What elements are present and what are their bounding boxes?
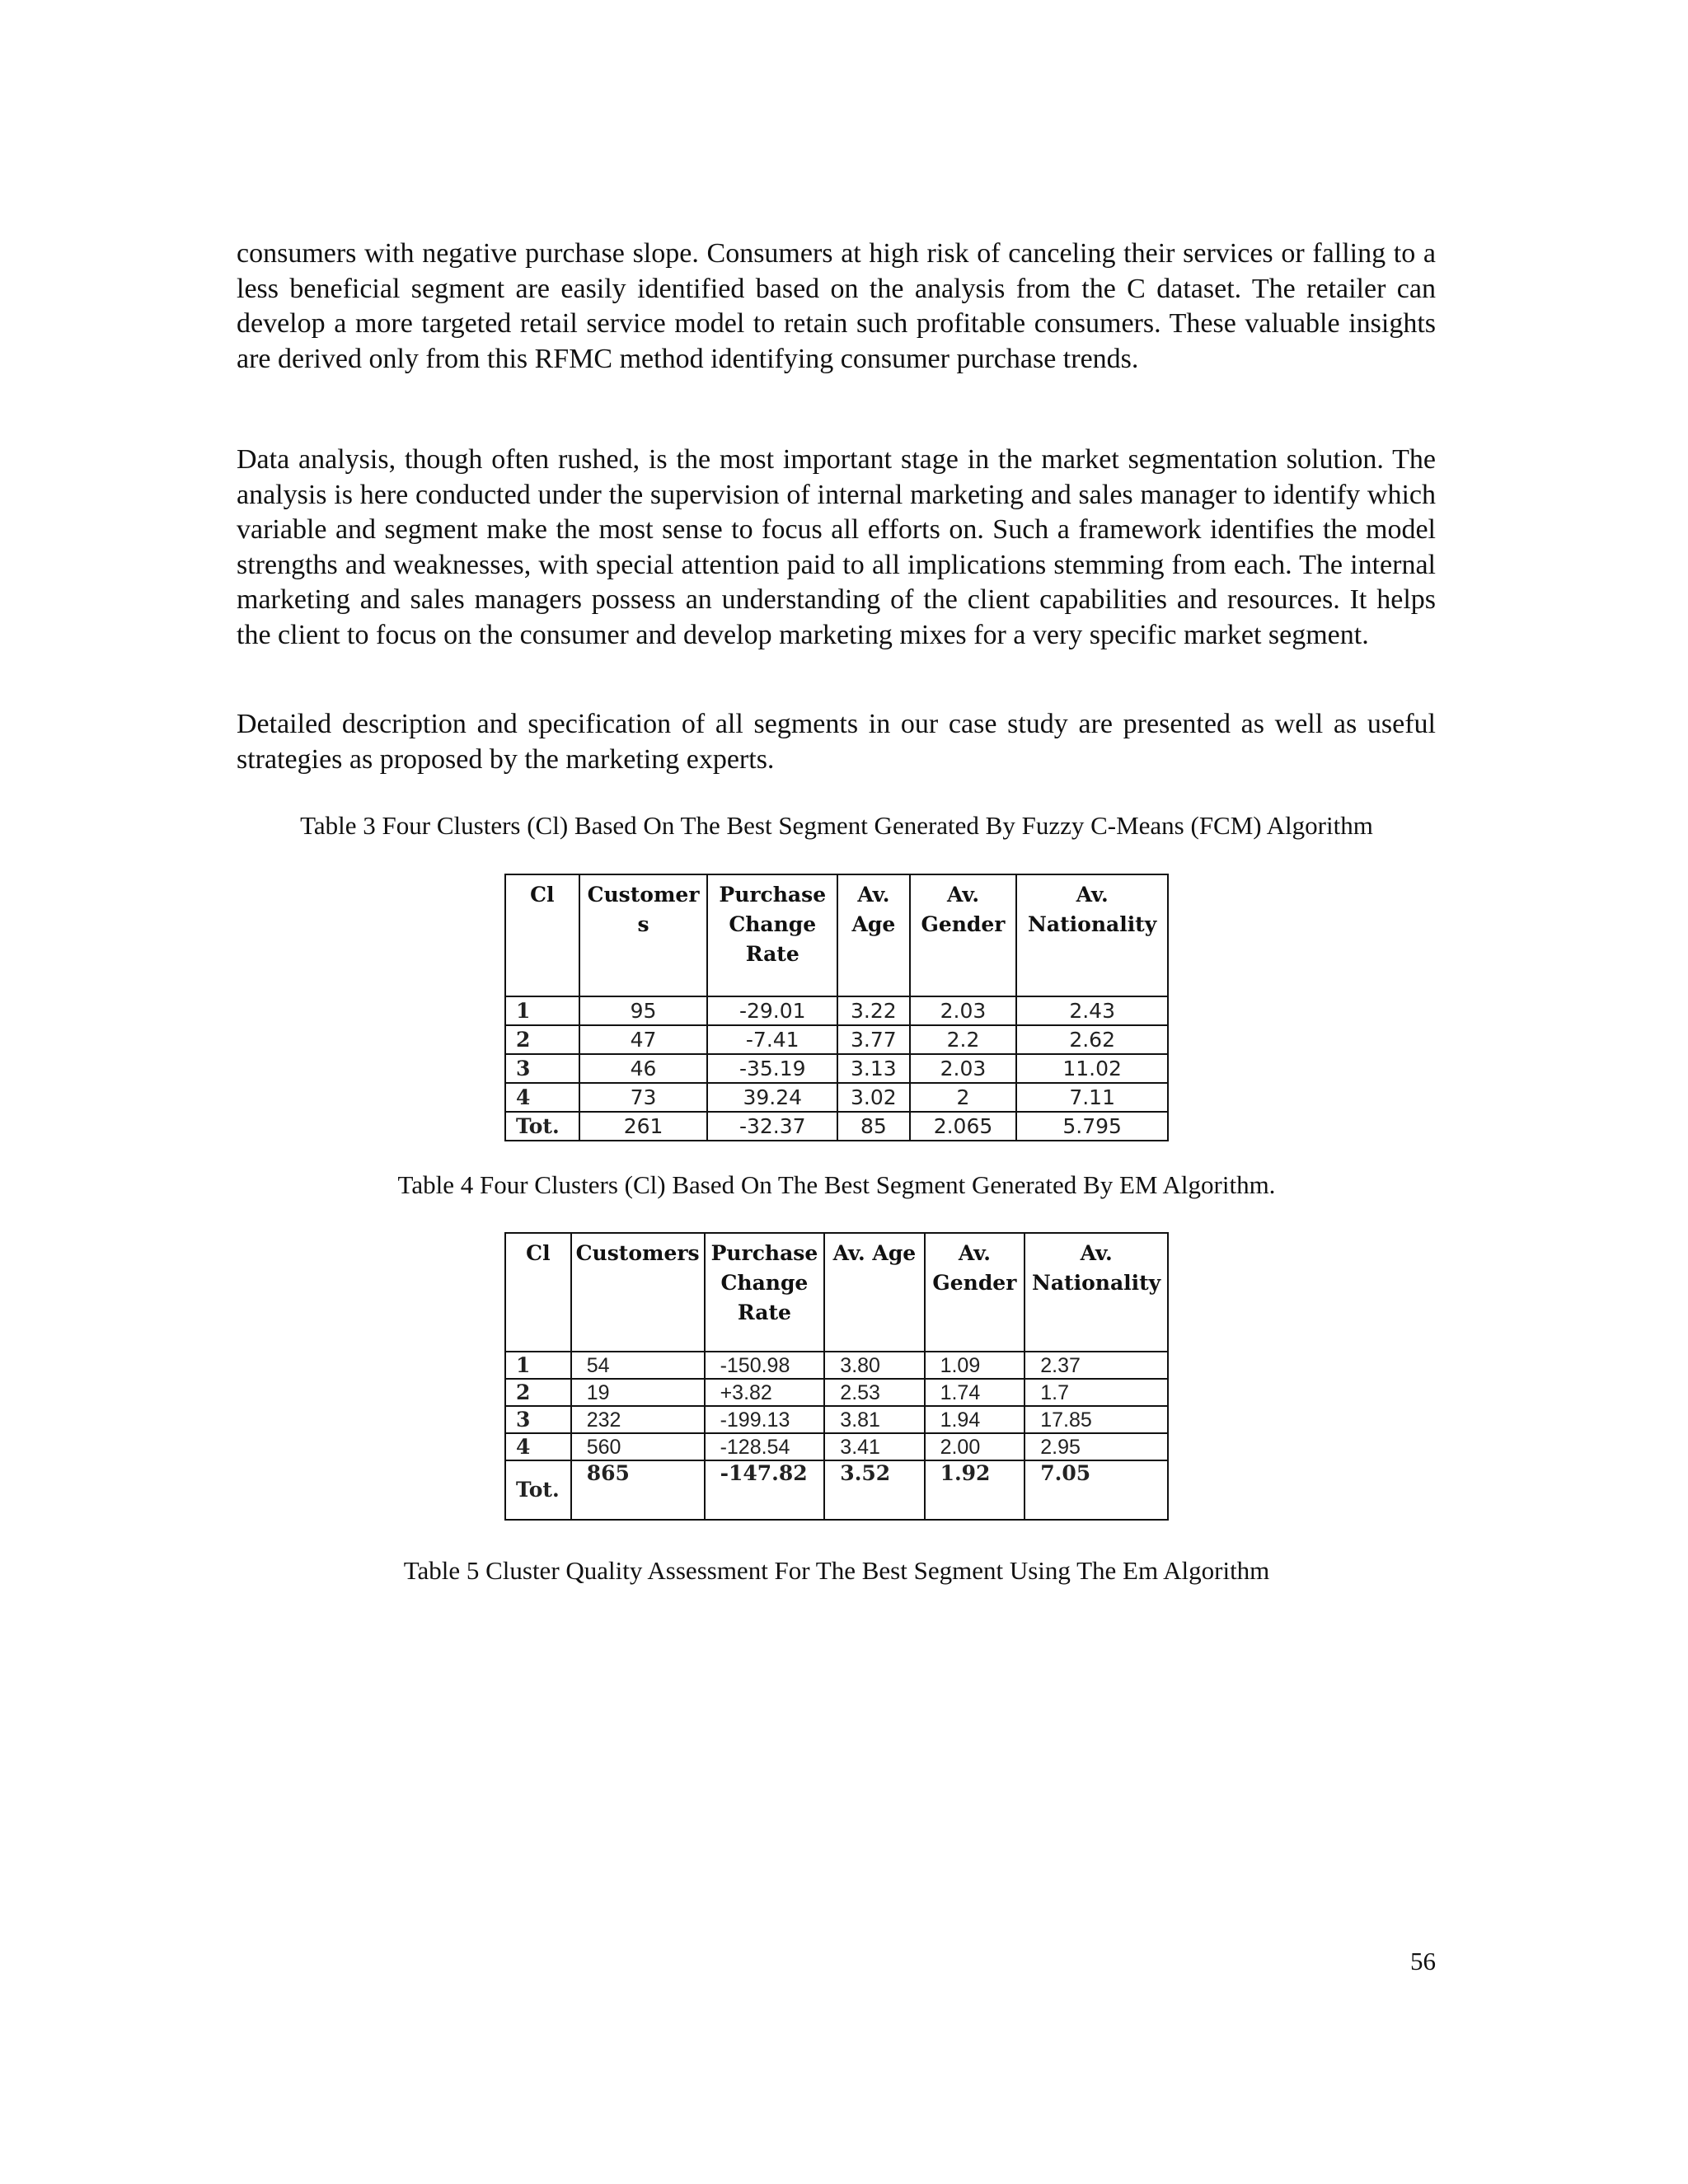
table-cell: Tot. — [505, 1460, 571, 1520]
table-cell: -199.13 — [705, 1406, 825, 1433]
table-cell: 2 — [910, 1083, 1017, 1112]
table-4-header-customers: Customers — [571, 1233, 705, 1352]
table-row — [505, 1406, 1168, 1433]
table-total-row — [505, 1460, 1168, 1520]
table-row — [505, 1083, 1168, 1112]
table-cell: 4 — [505, 1083, 579, 1112]
table-total-row — [505, 1112, 1168, 1141]
table-cell: 2 — [505, 1025, 579, 1054]
table-3 — [504, 874, 1169, 1141]
table-4-header-av-age: Av. Age — [824, 1233, 924, 1352]
body-paragraph-2: Data analysis, though often rushed, is the most important stage in the market segmentation solution. The analysis is here conducted under the supervision of internal marketing and sales manager to identify which variable and segment make the most sense to focus all efforts on. Such a framework identifies the model strengths and weaknesses, with special attention paid to all implications stemming from each. The internal marketing and sales managers possess an understanding of the client capabilities and resources. It helps the client to focus on the consumer and develop marketing mixes for a very specific market segment. — [237, 444, 1436, 650]
table-cell: 95 — [579, 996, 708, 1025]
body-paragraph-1: consumers with negative purchase slope. Consumers at high risk of canceling their services or falling to a less beneficial segment are easily identified based on the analysis from the C dataset. The retailer can develop a more targeted retail service model to retain such profitable consumers. These valuable insights are derived only from this RFMC method identifying consumer purchase trends. — [237, 238, 1436, 374]
table-cell: 2.03 — [910, 996, 1017, 1025]
table-cell: 1.74 — [925, 1379, 1025, 1406]
table-cell: 2.95 — [1025, 1433, 1168, 1460]
table-cell: 17.85 — [1025, 1406, 1168, 1433]
table-4-header-row — [505, 1233, 1168, 1352]
table-cell: 2.37 — [1025, 1352, 1168, 1379]
table-3-header-av-nationality: Av. Nationality — [1016, 874, 1168, 996]
table-cell: 3.13 — [837, 1054, 910, 1083]
table-4-caption: Table 4 Four Clusters (Cl) Based On The Best Segment Generated By EM Algorithm. — [397, 1170, 1276, 1199]
table-cell: 3.22 — [837, 996, 910, 1025]
table-cell: 3.80 — [824, 1352, 924, 1379]
table-cell: 1.7 — [1025, 1379, 1168, 1406]
table-cell: 1 — [505, 1352, 571, 1379]
table-cell: 1.09 — [925, 1352, 1025, 1379]
table-cell: 7.05 — [1025, 1460, 1168, 1520]
table-cell: 19 — [571, 1379, 705, 1406]
table-cell: 3.81 — [824, 1406, 924, 1433]
table-row — [505, 1379, 1168, 1406]
table-cell: 1.94 — [925, 1406, 1025, 1433]
page-number: 56 — [1410, 1947, 1436, 1975]
table-cell: +3.82 — [705, 1379, 825, 1406]
table-row — [505, 1352, 1168, 1379]
table-cell: 2.2 — [910, 1025, 1017, 1054]
table-cell: 2.00 — [925, 1433, 1025, 1460]
body-paragraph-3: Detailed description and specification of all segments in our case study are presented as well as useful strategies as proposed by the marketing experts. — [237, 709, 1436, 775]
table-cell: -7.41 — [707, 1025, 837, 1054]
table-cell: 7.11 — [1016, 1083, 1168, 1112]
table-cell: 1.92 — [925, 1460, 1025, 1520]
table-cell: 865 — [571, 1460, 705, 1520]
table-4 — [504, 1232, 1169, 1521]
table-row — [505, 1025, 1168, 1054]
table-cell: 560 — [571, 1433, 705, 1460]
table-4-header-av-nationality: Av. Nationality — [1025, 1233, 1168, 1352]
table-cell: 3.77 — [837, 1025, 910, 1054]
table-cell: 3.52 — [824, 1460, 924, 1520]
table-3-header-av-age: Av. Age — [837, 874, 910, 996]
table-cell: 3.41 — [824, 1433, 924, 1460]
table-3-header-av-gender: Av. Gender — [910, 874, 1017, 996]
table-3-header-purchase-change-rate: Purchase Change Rate — [707, 874, 837, 996]
table-4-header-cl: Cl — [505, 1233, 571, 1352]
table-cell: 11.02 — [1016, 1054, 1168, 1083]
table-cell: 2 — [505, 1379, 571, 1406]
table-row — [505, 1054, 1168, 1083]
table-cell: 2.03 — [910, 1054, 1017, 1083]
table-cell: 261 — [579, 1112, 708, 1141]
table-cell: 2.62 — [1016, 1025, 1168, 1054]
table-cell: -128.54 — [705, 1433, 825, 1460]
table-cell: 5.795 — [1016, 1112, 1168, 1141]
table-cell: 73 — [579, 1083, 708, 1112]
table-4-header-av-gender: Av. Gender — [925, 1233, 1025, 1352]
table-cell: 47 — [579, 1025, 708, 1054]
table-row — [505, 1433, 1168, 1460]
table-cell: -150.98 — [705, 1352, 825, 1379]
table-cell: 2.53 — [824, 1379, 924, 1406]
table-cell: -32.37 — [707, 1112, 837, 1141]
table-cell: 39.24 — [707, 1083, 837, 1112]
table-4-header-purchase-change-rate: Purchase Change Rate — [705, 1233, 825, 1352]
table-cell: Tot. — [505, 1112, 579, 1141]
table-cell: 3 — [505, 1406, 571, 1433]
table-3-header-row — [505, 874, 1168, 996]
table-5-caption: Table 5 Cluster Quality Assessment For The Best Segment Using The Em Algorithm — [403, 1556, 1270, 1585]
table-cell: 54 — [571, 1352, 705, 1379]
table-3-header-customers: Customer s — [579, 874, 708, 996]
table-cell: 4 — [505, 1433, 571, 1460]
table-cell: 1 — [505, 996, 579, 1025]
table-cell: -35.19 — [707, 1054, 837, 1083]
table-cell: -147.82 — [705, 1460, 825, 1520]
table-cell: 3.02 — [837, 1083, 910, 1112]
table-cell: 2.065 — [910, 1112, 1017, 1141]
table-3-header-cl: Cl — [505, 874, 579, 996]
table-cell: 85 — [837, 1112, 910, 1141]
table-row — [505, 996, 1168, 1025]
table-cell: 3 — [505, 1054, 579, 1083]
table-cell: 232 — [571, 1406, 705, 1433]
table-cell: 46 — [579, 1054, 708, 1083]
table-cell: -29.01 — [707, 996, 837, 1025]
table-cell: 2.43 — [1016, 996, 1168, 1025]
table-3-caption: Table 3 Four Clusters (Cl) Based On The Best Segment Generated By Fuzzy C-Means (FCM) Algorithm — [300, 811, 1373, 840]
